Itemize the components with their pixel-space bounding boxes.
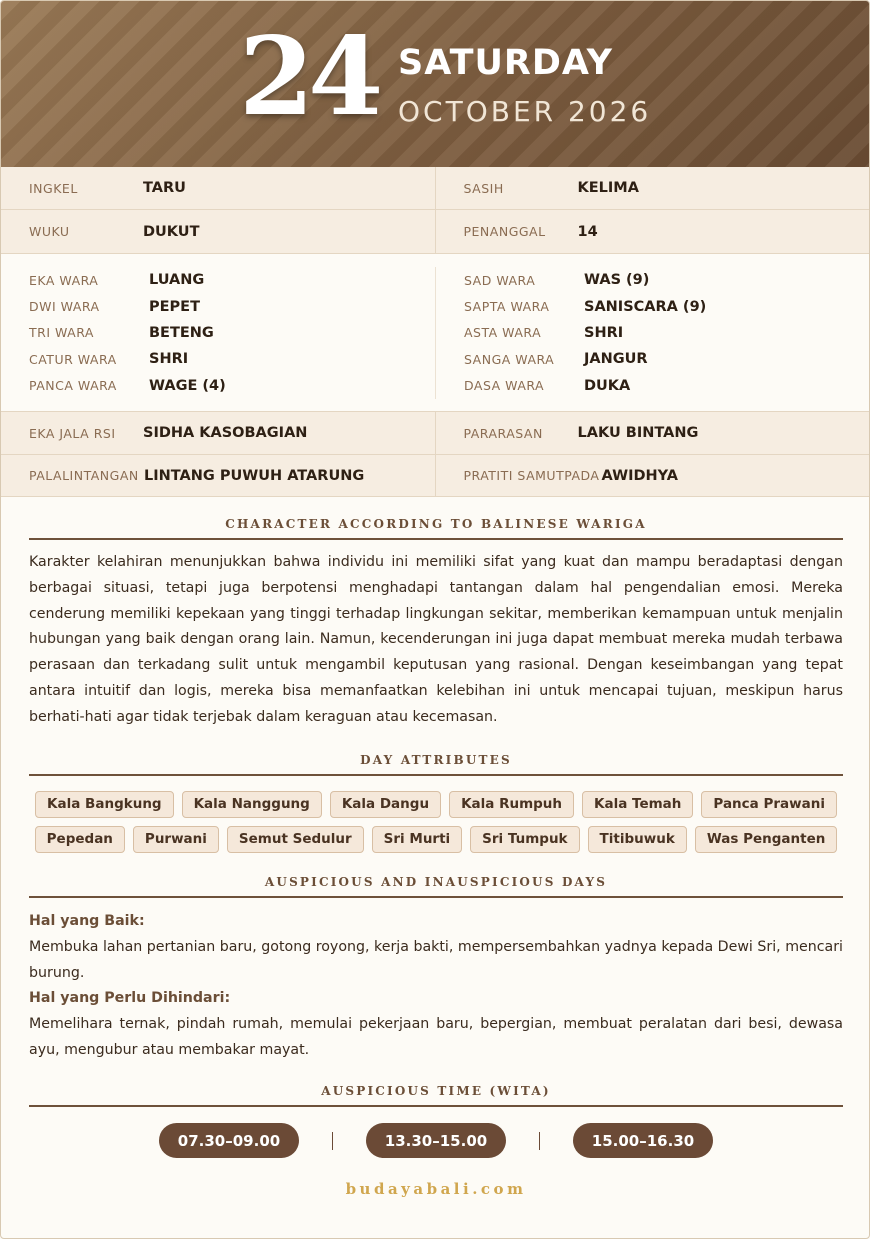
palalintangan-row [1, 455, 869, 497]
pratiti-value: AWIDHYA [601, 467, 678, 484]
wara-label: SANGA WARA [464, 351, 555, 367]
wuku-penanggal-row [1, 210, 869, 254]
attribute-chip: Sri Murti [372, 826, 463, 853]
time-slot-pill: 13.30–15.00 [366, 1123, 506, 1158]
section-divider [29, 538, 843, 540]
slot-separator [332, 1132, 333, 1150]
character-title: CHARACTER ACCORDING TO BALINESE WARIGA [225, 517, 647, 531]
wara-row [435, 267, 869, 293]
wara-value: WAGE (4) [149, 377, 226, 394]
wara-value: JANGUR [584, 351, 648, 368]
sasih-label: SASIH [463, 180, 504, 196]
time-slots [1, 1123, 870, 1158]
penanggal-label: PENANGGAL [463, 224, 546, 239]
wara-label: PANCA WARA [29, 378, 117, 394]
wara-row [29, 293, 435, 319]
attributes-section [1, 753, 870, 853]
penanggal-cell [435, 210, 870, 253]
site-footer: budayabali.com [345, 1180, 527, 1198]
pararasan-label: PARARASAN [463, 425, 543, 441]
bad-text: Memelihara ternak, pindah rumah, memulai pekerjaan baru, bepergian, membuat peralatan dari besi, dewasa ayu, mengubur atau membakar mayat. [29, 1016, 843, 1058]
pararasan-value: LAKU BINTANG [577, 425, 699, 441]
ingkel-sasih-row [1, 167, 869, 210]
ingkel-value: TARU [143, 180, 186, 196]
wara-label: CATUR WARA [29, 351, 117, 367]
wuku-cell [1, 210, 435, 253]
slot-separator [539, 1132, 540, 1150]
wuku-label: WUKU [29, 224, 70, 239]
day-number: 24 [239, 14, 378, 140]
wara-label: ASTA WARA [464, 325, 542, 341]
eka-jala-rsi-value: SIDHA KASOBAGIAN [143, 425, 308, 441]
wara-row [435, 320, 869, 346]
attribute-chip: Purwani [133, 826, 219, 853]
times-section [1, 1084, 870, 1158]
attribute-chip: Kala Nanggung [182, 791, 322, 818]
wara-row [29, 320, 435, 346]
wara-value: PEPET [149, 298, 200, 315]
wara-label: DASA WARA [464, 378, 545, 394]
attribute-chip: Kala Rumpuh [449, 791, 574, 818]
pratiti-label: PRATITI SAMUTPADA [463, 468, 600, 483]
pararasan-cell [435, 412, 870, 454]
wara-label: TRI WARA [29, 325, 94, 341]
sasih-cell [435, 167, 870, 209]
attribute-chip: Pepedan [35, 826, 125, 853]
eka-jala-rsi-cell [1, 412, 435, 454]
sasih-value: KELIMA [577, 180, 639, 196]
wara-value: SHRI [149, 351, 189, 368]
wara-grid [1, 254, 869, 412]
attribute-list [29, 791, 843, 853]
attribute-chip: Kala Bangkung [35, 791, 174, 818]
section-divider [29, 896, 843, 898]
time-slot-pill: 07.30–09.00 [159, 1123, 299, 1158]
ingkel-cell [1, 167, 435, 209]
times-title: AUSPICIOUS TIME (WITA) [321, 1084, 551, 1098]
wara-right-column [435, 267, 869, 411]
pratiti-cell [435, 455, 870, 496]
penanggal-value: 14 [577, 223, 598, 240]
wara-row [435, 293, 869, 319]
wara-label: DWI WARA [29, 299, 100, 315]
wara-row [435, 373, 869, 399]
wara-row [29, 267, 435, 293]
character-section [1, 517, 870, 731]
bad-label: Hal yang Perlu Dihindari: [29, 990, 231, 1007]
attribute-chip: Kala Temah [582, 791, 693, 818]
date-header [1, 1, 869, 167]
month-year: OCTOBER 2026 [398, 95, 652, 128]
section-divider [29, 1105, 843, 1107]
wara-value: DUKA [584, 377, 631, 394]
section-divider [29, 774, 843, 776]
attribute-chip: Titibuwuk [588, 826, 687, 853]
weekday: SATURDAY [398, 43, 613, 83]
palalintangan-cell [1, 455, 435, 496]
wara-label: SAPTA WARA [464, 299, 550, 315]
wara-left-column [1, 267, 435, 411]
wara-value: LUANG [149, 272, 205, 289]
attribute-chip: Sri Tumpuk [470, 826, 579, 853]
time-slot-pill: 15.00–16.30 [573, 1123, 713, 1158]
wara-value: WAS (9) [584, 272, 650, 289]
eka-jala-rsi-row [1, 412, 869, 455]
days-title: AUSPICIOUS AND INAUSPICIOUS DAYS [264, 875, 608, 889]
wara-row [435, 346, 869, 372]
wara-value: SANISCARA (9) [584, 298, 707, 315]
attribute-chip: Was Penganten [695, 826, 838, 853]
days-section [1, 875, 870, 1064]
character-text: Karakter kelahiran menunjukkan bahwa individu ini memiliki sifat yang kuat dan mampu beradaptasi dengan berbagai situasi, tetapi juga berpotensi menghadapi tantangan dalam hal pengendalian emosi. Mereka cenderung memiliki kepekaan yang tinggi terhadap lingkungan sekitar, memberikan kemampuan untuk menjalin hubungan yang baik dengan orang lain. Namun, kecenderungan ini juga dapat membuat mereka mudah terbawa perasaan dan terkadang sulit untuk mengambil keputusan yang rasional. Dengan keseimbangan yang tepat antara intuitif dan logis, mereka bisa memanfaatkan kelebihan ini untuk mencapai tujuan, meskipun harus berhati-hati agar tidak terjebak dalam keraguan atau kecemasan. [29, 554, 843, 725]
good-label: Hal yang Baik: [29, 913, 145, 929]
wara-label: SAD WARA [464, 272, 536, 288]
palalintangan-value: LINTANG PUWUH ATARUNG [144, 467, 365, 484]
attributes-title: DAY ATTRIBUTES [360, 753, 512, 767]
attribute-chip: Panca Prawani [701, 791, 837, 818]
attribute-chip: Semut Sedulur [227, 826, 364, 853]
wara-row [29, 373, 435, 399]
attribute-chip: Kala Dangu [330, 791, 441, 818]
palalintangan-label: PALALINTANGAN [29, 468, 139, 483]
eka-jala-rsi-label: EKA JALA RSI [29, 425, 116, 441]
wara-value: BETENG [149, 324, 214, 341]
wara-value: SHRI [584, 324, 624, 341]
wara-label: EKA WARA [29, 272, 99, 288]
good-text: Membuka lahan pertanian baru, gotong royong, kerja bakti, mempersembahkan yadnya kepada Dewi Sri, mencari burung. [29, 938, 843, 981]
wuku-value: DUKUT [143, 223, 200, 240]
wara-row [29, 346, 435, 372]
ingkel-label: INGKEL [29, 180, 78, 196]
